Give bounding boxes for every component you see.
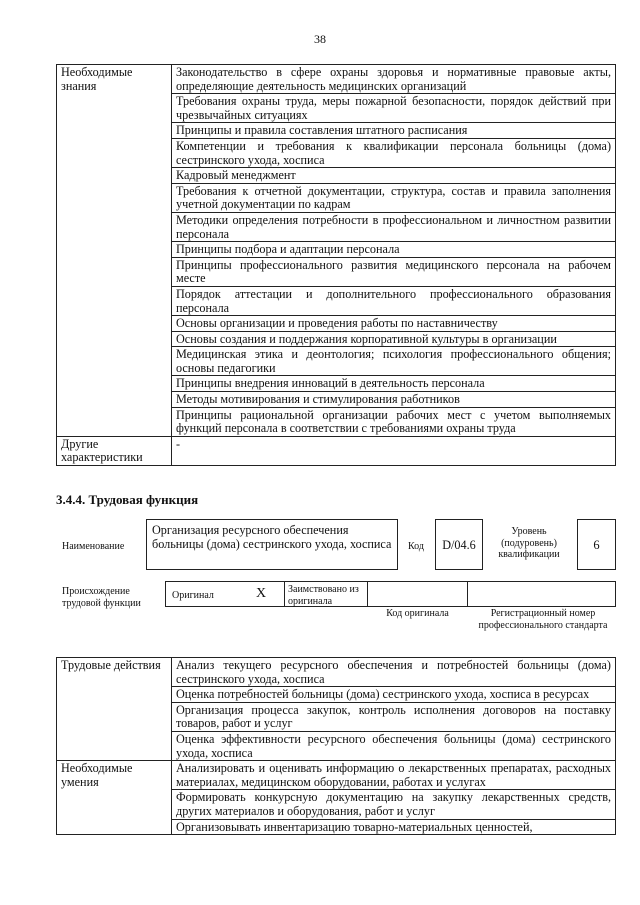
skill-item: Формировать конкурсную документацию на закупку лекарственных средств, других материалов и оборудования, работ и услуг	[172, 790, 616, 819]
code-original-box	[367, 581, 468, 607]
other-value: -	[172, 436, 616, 465]
actions-label: Трудовые действия	[57, 658, 172, 761]
reg-number-box	[467, 581, 616, 607]
section-title: 3.4.4. Трудовая функция	[56, 492, 199, 507]
original-mark: X	[256, 586, 267, 601]
level-box	[577, 519, 616, 570]
knowledge-item: Принципы профессионального развития медицинского персонала на рабочем месте	[172, 257, 616, 286]
skills-label: Необходимые умения	[57, 761, 172, 835]
other-label: Другие характеристики	[57, 436, 172, 465]
knowledge-item: Порядок аттестации и дополнительного профессионального образования персонала	[172, 286, 616, 315]
code-box	[435, 519, 483, 570]
knowledge-item: Медицинская этика и деонтология; психология профессионального общения; основы педагогики	[172, 347, 616, 376]
knowledge-row	[57, 65, 616, 94]
actions-table	[56, 657, 616, 835]
knowledge-item: Методы мотивирования и стимулирования работников	[172, 392, 616, 408]
skill-item: Организовывать инвентаризацию товарно-материальных ценностей,	[172, 819, 616, 835]
knowledge-item: Основы создания и поддержания корпоративной культуры в организации	[172, 331, 616, 347]
knowledge-item: Компетенции и требования к квалификации персонала больницы (дома) сестринского ухода, хосписа	[172, 138, 616, 167]
knowledge-item: Принципы подбора и адаптации персонала	[172, 242, 616, 258]
knowledge-item: Кадровый менеджмент	[172, 168, 616, 184]
level-label: Уровень (подуровень) квалификации	[498, 526, 560, 560]
page-number: 38	[314, 32, 326, 46]
action-item: Оценка потребностей больницы (дома) сестринского ухода, хосписа в ресурсах	[172, 687, 616, 703]
knowledge-item: Требования охраны труда, меры пожарной безопасности, порядок действий при чрезвычайных ситуациях	[172, 94, 616, 123]
knowledge-label: Необходимые знания	[57, 65, 172, 437]
knowledge-item: Методики определения потребности в профессиональном и личностном развитии персонала	[172, 212, 616, 241]
reg-number-caption: Регистрационный номер профессионального стандарта	[478, 608, 608, 631]
other-row	[57, 436, 616, 465]
code-label: Код	[408, 541, 424, 552]
knowledge-item: Законодательство в сфере охраны здоровья и нормативные правовые акты, определяющие деятельность медицинских организаций	[172, 65, 616, 94]
original-box	[165, 581, 285, 607]
action-item: Анализ текущего ресурсного обеспечения и потребностей больницы (дома) сестринского ухода, хосписа	[172, 658, 616, 687]
name-label: Наименование	[62, 541, 125, 552]
knowledge-item: Принципы внедрения инноваций в деятельность персонала	[172, 376, 616, 392]
code-original-caption: Код оригинала	[386, 608, 449, 619]
level-value: 6	[593, 538, 600, 552]
origin-label: Происхождение трудовой функции	[62, 586, 141, 609]
code-value: D/04.6	[442, 538, 476, 552]
knowledge-item: Основы организации и проведения работы по наставничеству	[172, 316, 616, 332]
original-label: Оригинал	[172, 590, 214, 601]
name-value: Организация ресурсного обеспечения больницы (дома) сестринского ухода, хосписа	[152, 523, 392, 551]
borrowed-box	[284, 581, 368, 607]
action-item: Организация процесса закупок, контроль исполнения договоров на поставку товаров, работ и услуг	[172, 702, 616, 731]
knowledge-table	[56, 64, 616, 466]
skill-item: Анализировать и оценивать информацию о лекарственных препаратах, расходных материалах, медицинском оборудовании, работах и услугах	[172, 761, 616, 790]
knowledge-item: Требования к отчетной документации, структура, состав и правила заполнения учетной документации по кадрам	[172, 183, 616, 212]
borrowed-label: Заимствовано из оригинала	[288, 584, 359, 607]
knowledge-item: Принципы и правила составления штатного расписания	[172, 123, 616, 139]
action-item: Оценка эффективности ресурсного обеспечения больницы (дома) сестринского ухода, хосписа	[172, 731, 616, 760]
skill-row	[57, 761, 616, 790]
name-box	[146, 519, 398, 570]
knowledge-item: Принципы рациональной организации рабочих мест с учетом выполняемых функций персонала в соответствии с требованиями охраны труда	[172, 407, 616, 436]
action-row	[57, 658, 616, 687]
